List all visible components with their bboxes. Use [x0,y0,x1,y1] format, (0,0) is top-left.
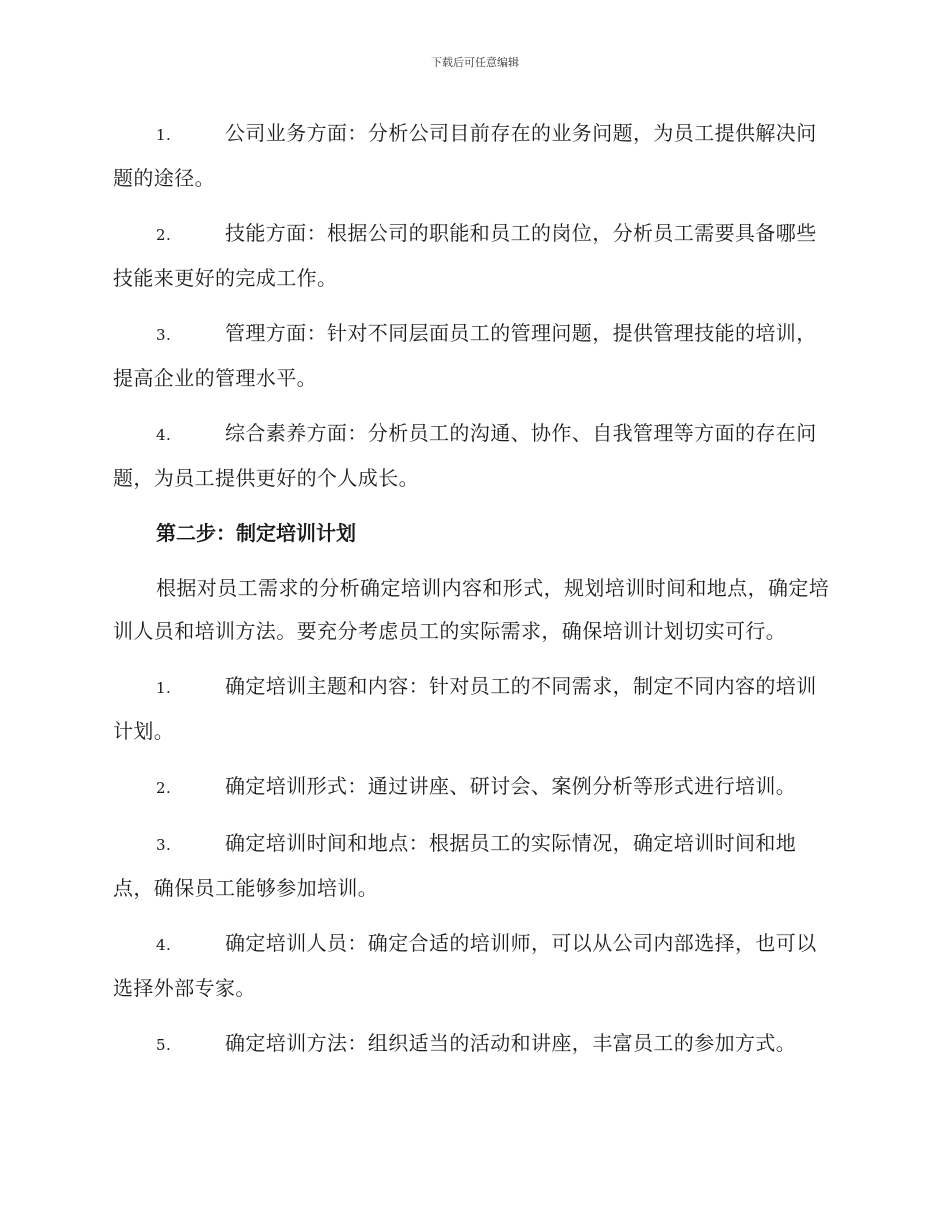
list-item [113,212,835,300]
list-item-text: 确定培训形式：通过讲座、研讨会、案例分析等形式进行培训。 [225,774,797,798]
document-body [113,112,835,1079]
list-item-number: 1. [156,126,172,144]
list-item-text: 技能方面：根据公司的职能和员工的岗位，分析员工需要具备哪些技能来更好的完成工作。 [113,221,817,290]
section-heading: 第二步：制定培训计划 [156,521,356,545]
list-item-text: 管理方面：针对不同层面员工的管理问题，提供管理技能的培训，提高企业的管理水平。 [113,321,817,390]
list-item [113,312,835,400]
list-item [113,665,835,753]
list-item-number: 3. [156,836,172,854]
list-item-number: 4. [156,936,172,954]
list-item-number: 1. [156,679,172,697]
page-header: 下载后可任意编辑 [431,56,519,69]
list-item [113,412,835,500]
list-item-number: 2. [156,779,172,797]
list-item-number: 5. [156,1036,172,1054]
section-intro-paragraph: 根据对员工需求的分析确定培训内容和形式，规划培训时间和地点，确定培训人员和培训方法。要充分考虑员工的实际需求，确保培训计划切实可行。 [113,576,830,643]
list-item [113,1022,835,1067]
list-item-text: 确定培训方法：组织适当的活动和讲座，丰富员工的参加方式。 [225,1031,797,1055]
list-item-text: 确定培训主题和内容：针对员工的不同需求，制定不同内容的培训计划。 [113,674,817,743]
list-item-number: 2. [156,226,172,244]
list-item-text: 公司业务方面：分析公司目前存在的业务问题，为员工提供解决问题的途径。 [113,121,817,190]
list-item-number: 4. [156,426,172,444]
list-item [113,765,835,810]
list-item [113,822,835,910]
list-item-text: 确定培训人员：确定合适的培训师，可以从公司内部选择，也可以选择外部专家。 [113,931,817,1000]
list-item-text: 综合素养方面：分析员工的沟通、协作、自我管理等方面的存在问题，为员工提供更好的个人成长。 [113,421,817,490]
list-item-number: 3. [156,326,172,344]
list-item [113,922,835,1010]
list-item-text: 确定培训时间和地点：根据员工的实际情况，确定培训时间和地点，确保员工能够参加培训。 [113,831,797,900]
list-item [113,112,835,200]
